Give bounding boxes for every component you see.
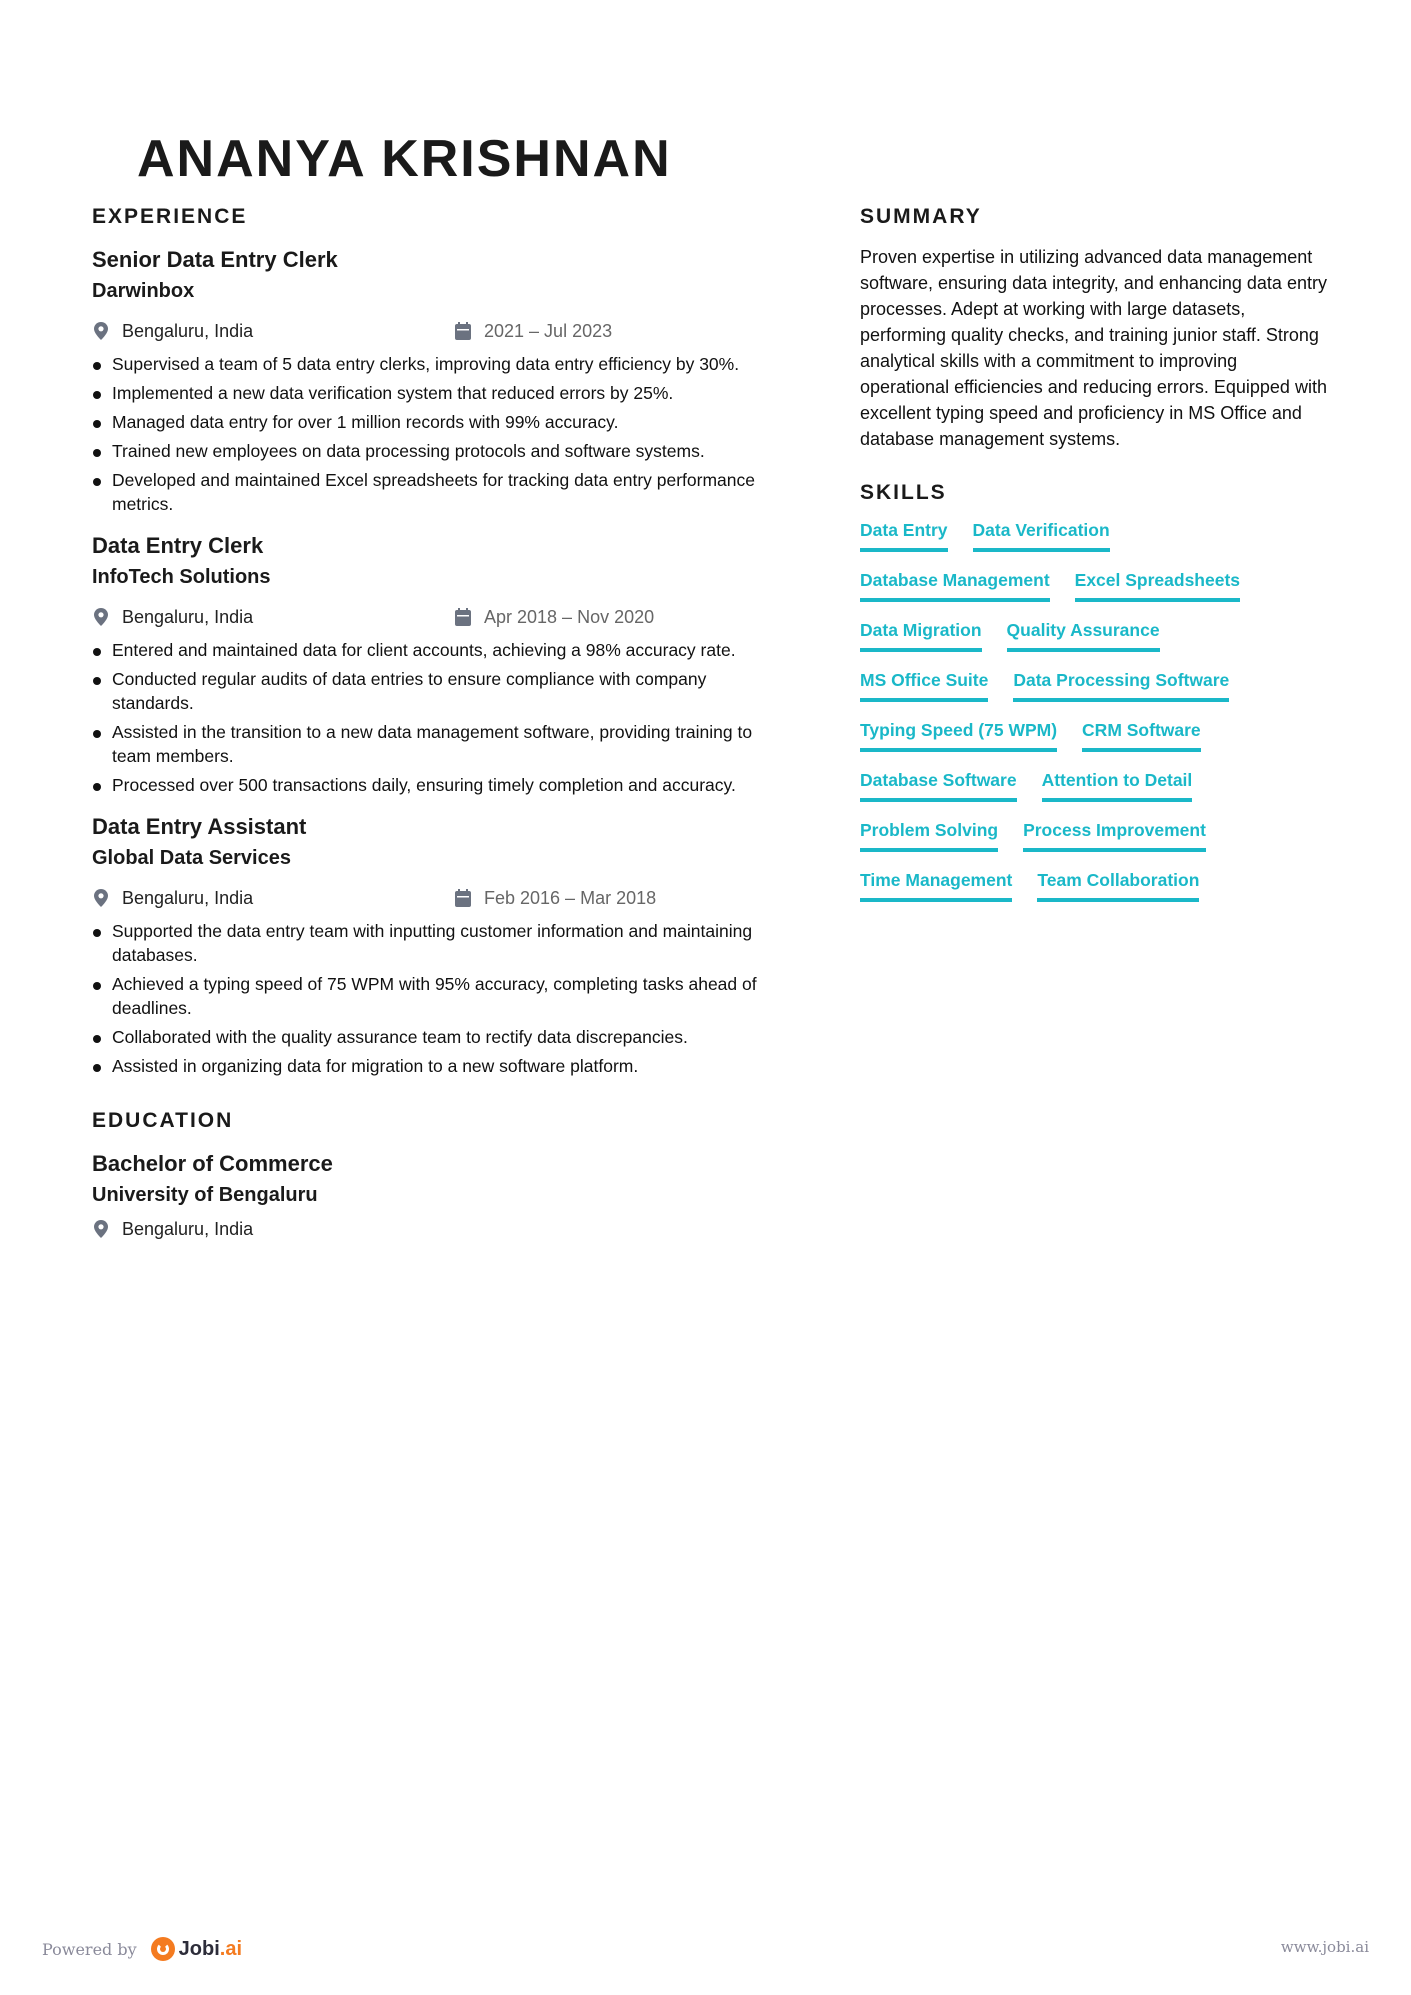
calendar-icon — [454, 888, 472, 908]
location-text: Bengaluru, India — [122, 1219, 254, 1239]
skills-heading: SKILLS — [860, 481, 947, 504]
skill-tag: Team Collaboration — [1037, 868, 1199, 902]
job-entry — [92, 811, 792, 1078]
bullet-item: Developed and maintained Excel spreadsheets for tracking data entry performance metrics. — [92, 468, 792, 516]
education-location — [92, 1214, 253, 1244]
bullet-item: Supervised a team of 5 data entry clerks, improving data entry efficiency by 30%. — [92, 352, 792, 376]
dates-text: Feb 2016 – Mar 2018 — [484, 888, 657, 908]
map-pin-icon — [92, 607, 110, 627]
job-entry — [92, 244, 792, 516]
job-title: Data Entry Clerk — [92, 533, 264, 558]
bullet-item: Implemented a new data verification system that reduced errors by 25%. — [92, 381, 792, 405]
company-name: InfoTech Solutions — [92, 566, 271, 588]
skill-tag: CRM Software — [1082, 718, 1201, 752]
skill-tag: Data Migration — [860, 618, 982, 652]
job-dates — [454, 602, 654, 632]
brand-suffix: .ai — [219, 1937, 243, 1960]
skill-tag: Excel Spreadsheets — [1075, 568, 1240, 602]
bullet-item: Supported the data entry team with inputting customer information and maintaining databases. — [92, 919, 792, 967]
location-text: Bengaluru, India — [122, 607, 254, 627]
dates-text: Apr 2018 – Nov 2020 — [484, 607, 655, 627]
skill-tag: MS Office Suite — [860, 668, 988, 702]
bullet-item: Conducted regular audits of data entries to ensure compliance with company standards. — [92, 667, 792, 715]
job-meta — [92, 602, 792, 632]
job-bullets — [92, 919, 792, 1078]
job-location — [92, 602, 253, 632]
experience-heading: EXPERIENCE — [92, 205, 248, 228]
bullet-item: Processed over 500 transactions daily, ensuring timely completion and accuracy. — [92, 773, 792, 797]
bullet-item: Assisted in the transition to a new data management software, providing training to team members. — [92, 720, 792, 768]
job-bullets — [92, 352, 792, 516]
education-heading: EDUCATION — [92, 1109, 234, 1132]
skill-tag: Time Management — [860, 868, 1012, 902]
map-pin-icon — [92, 321, 110, 341]
calendar-icon — [454, 607, 472, 627]
job-title: Data Entry Assistant — [92, 814, 307, 839]
jobi-logo-icon — [151, 1937, 175, 1961]
map-pin-icon — [92, 1219, 110, 1239]
summary-text: Proven expertise in utilizing advanced data management software, ensuring data integrity, and enhancing data entry processes. Adept at working with large datasets, performing quality checks, and training junior staff. Strong analytical skills with a commitment to improving operational efficiencies and reducing errors. Equipped with excellent typing speed and proficiency in MS Office and database management systems. — [860, 247, 1327, 449]
candidate-name: ANANYA KRISHNAN — [137, 130, 672, 180]
skill-tag: Data Verification — [973, 518, 1110, 552]
company-name: Global Data Services — [92, 847, 291, 869]
skill-tag: Data Entry — [860, 518, 948, 552]
left-column — [92, 204, 792, 1244]
job-bullets — [92, 638, 792, 797]
calendar-icon — [454, 321, 472, 341]
school-name: University of Bengaluru — [92, 1184, 318, 1206]
jobi-logo[interactable] — [151, 1937, 242, 1961]
job-location — [92, 316, 253, 346]
website-link[interactable]: www.jobi.ai — [1280, 1938, 1369, 1956]
skills-section — [860, 480, 1330, 918]
bullet-item: Trained new employees on data processing protocols and software systems. — [92, 439, 792, 463]
bullet-item: Assisted in organizing data for migration to a new software platform. — [92, 1054, 792, 1078]
skills-list — [860, 518, 1330, 918]
skill-tag: Database Software — [860, 768, 1017, 802]
skill-tag: Process Improvement — [1023, 818, 1206, 852]
education-meta — [92, 1214, 792, 1244]
job-meta — [92, 316, 792, 346]
skill-tag: Quality Assurance — [1007, 618, 1160, 652]
dates-text: 2021 – Jul 2023 — [484, 321, 613, 341]
job-meta — [92, 883, 792, 913]
location-text: Bengaluru, India — [122, 888, 254, 908]
skill-tag: Problem Solving — [860, 818, 998, 852]
job-location — [92, 883, 253, 913]
degree-title: Bachelor of Commerce — [92, 1151, 333, 1176]
right-column — [860, 204, 1330, 918]
skill-tag: Attention to Detail — [1042, 768, 1193, 802]
location-text: Bengaluru, India — [122, 321, 254, 341]
skill-tag: Database Management — [860, 568, 1050, 602]
bullet-item: Achieved a typing speed of 75 WPM with 95% accuracy, completing tasks ahead of deadlines. — [92, 972, 792, 1020]
skill-tag: Typing Speed (75 WPM) — [860, 718, 1057, 752]
bullet-item: Collaborated with the quality assurance team to rectify data discrepancies. — [92, 1025, 792, 1049]
powered-by-label: Powered by — [42, 1939, 137, 1959]
job-title: Senior Data Entry Clerk — [92, 247, 338, 272]
job-dates — [454, 316, 612, 346]
jobi-logo-text — [179, 1938, 242, 1961]
bullet-item: Managed data entry for over 1 million records with 99% accuracy. — [92, 410, 792, 434]
experience-section — [92, 204, 792, 1078]
map-pin-icon — [92, 888, 110, 908]
education-section — [92, 1108, 792, 1244]
powered-by — [42, 1937, 242, 1961]
job-dates — [454, 883, 656, 913]
summary-heading: SUMMARY — [860, 205, 982, 228]
brand-main: Jobi — [178, 1937, 220, 1960]
skill-tag: Data Processing Software — [1013, 668, 1229, 702]
company-name: Darwinbox — [92, 280, 195, 302]
job-entry — [92, 530, 792, 797]
education-entry — [92, 1148, 792, 1244]
summary-section — [860, 204, 1330, 452]
bullet-item: Entered and maintained data for client accounts, achieving a 98% accuracy rate. — [92, 638, 792, 662]
